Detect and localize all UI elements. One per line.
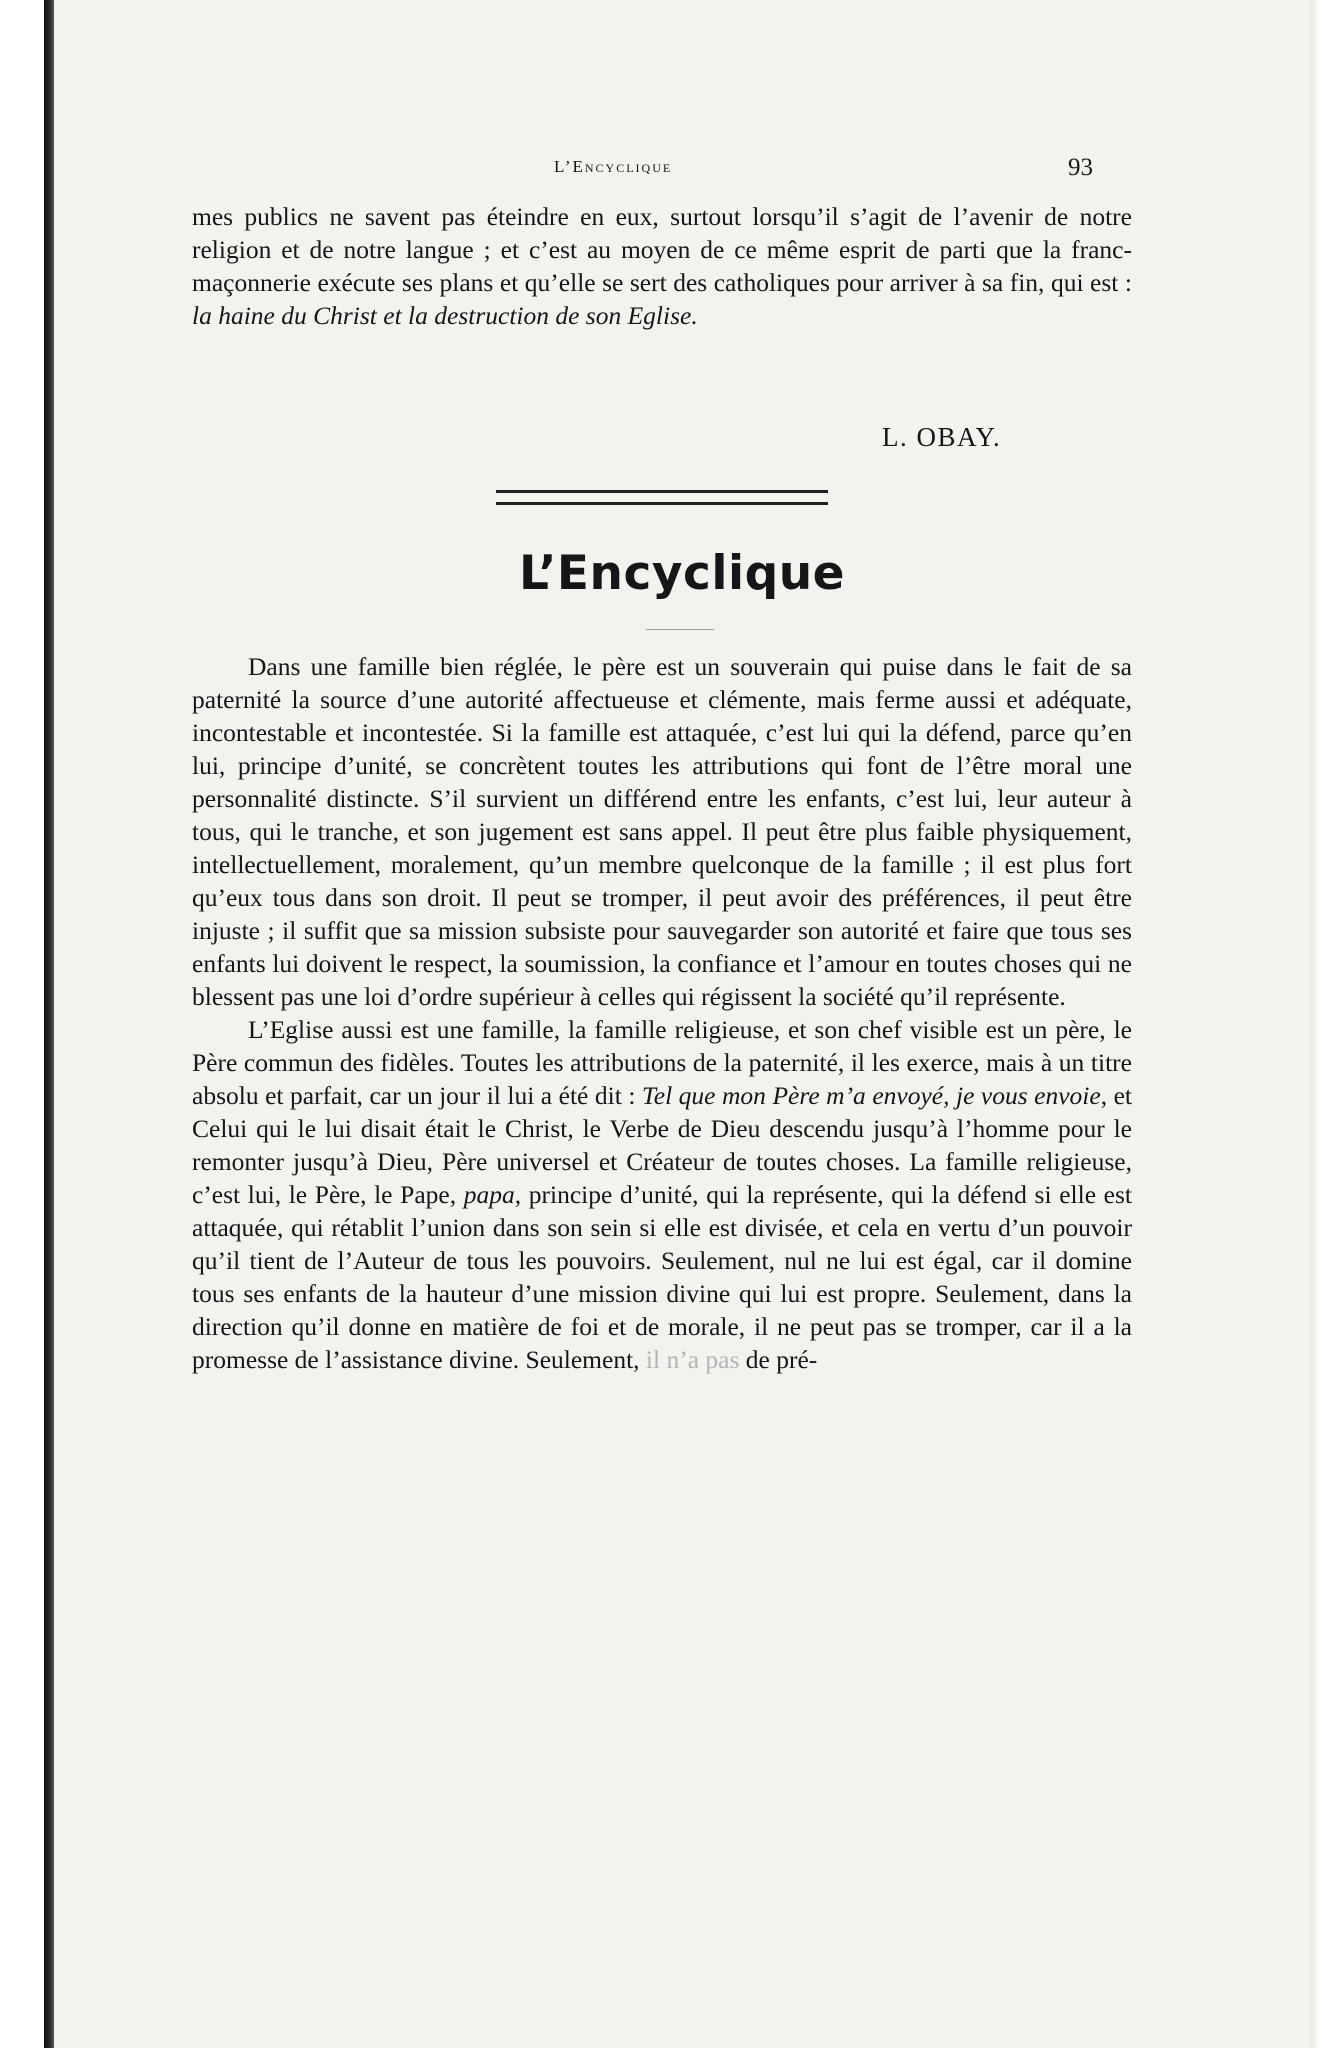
binding-margin <box>0 0 44 2048</box>
article-paragraph-2 <box>192 1013 1132 1376</box>
article-title: L’Encyclique <box>518 546 846 601</box>
intro-text <box>192 200 1132 332</box>
intro-text-italic: la haine du Christ et la destruction de son Eglise. <box>192 301 698 330</box>
section-divider-bottom <box>496 502 828 505</box>
title-underline <box>646 629 714 630</box>
intro-paragraph <box>192 200 1132 332</box>
author-signature: L. OBAY. <box>882 422 1002 452</box>
document-page <box>54 0 1310 2048</box>
paragraph-2-part-2: , et Celui qui le lui disait était le Christ, le Verbe de Dieu descendu jusqu’à l’homme pour le remonter jusqu’à Dieu, Père universel et Créateur de toutes choses. La famille religieuse, c’est lui, le Père, le Pape, <box>192 1081 1132 1209</box>
paragraph-2-faded-text: il n’a pas <box>645 1345 740 1374</box>
paragraph-2-part-3: , principe d’unité, qui la représente, qui la défend si elle est attaquée, qui rétablit l’union dans son sein si elle est divisée, et cela en vertu d’un pouvoir qu’il tient de l’Auteur de tous les pouvoirs. Seulement, nul ne lui est égal, car il domine tous ses enfants de la hauteur d’une mission divine qui lui est propre. Seulement, dans la direction qu’il donne en matière de foi et de morale, il ne peut pas se tromper, car il a la promesse de l’assistance divine. Seulement, <box>192 1180 1132 1374</box>
running-head <box>54 154 1310 181</box>
article-body <box>192 650 1132 1376</box>
page-right-edge <box>1310 0 1320 2048</box>
paragraph-2-quote: Tel que mon Père m’a envoyé, je vous envoie <box>641 1081 1101 1110</box>
page-number: 93 <box>1068 154 1093 181</box>
intro-text-roman: mes publics ne savent pas éteindre en eux, surtout lorsqu’il s’agit de l’avenir de notre religion et de notre langue ; et c’est au moyen de ce même esprit de parti que la franc-maçonnerie exécute ses plans et qu’elle se sert des catholiques pour arriver à sa fin, qui est : <box>192 202 1132 297</box>
paragraph-2-part-1: L’Eglise aussi est une famille, la famille religieuse, et son chef visible est un père, le Père commun des fidèles. Toutes les attributions de la paternité, il les exerce, mais à un titre absolu et parfait, car un jour il lui a été dit : <box>192 1015 1132 1110</box>
article-paragraph-1: Dans une famille bien réglée, le père est un souverain qui puise dans le fait de sa paternité la source d’une autorité affectueuse et clémente, mais ferme aussi et adéquate, incontestable et incontestée. Si la famille est attaquée, c’est lui qui la défend, parce qu’en lui, principe d’unité, se concrètent toutes les attributions qui font de l’être moral une personnalité distincte. S’il survient un différend entre les enfants, c’est lui, leur auteur à tous, qui le tranche, et son jugement est sans appel. Il peut être plus faible physiquement, intellectuellement, moralement, qu’un membre quelconque de la famille ; il est plus fort qu’eux tous dans son droit. Il peut se tromper, il peut avoir des préférences, il peut être injuste ; il suffit que sa mission subsiste pour sauvegarder son autorité et faire que tous ses enfants lui doivent le respect, la soumission, la confiance et l’amour en toutes choses qui ne blessent pas une loi d’ordre supérieur à celles qui régissent la société qu’il représente. <box>192 652 1132 1011</box>
paragraph-2-papa: papa <box>463 1180 515 1209</box>
running-title: L’Encyclique <box>554 157 673 176</box>
binding-shadow <box>44 0 54 2048</box>
paragraph-2-end: de pré- <box>739 1345 818 1374</box>
section-divider-top <box>496 490 828 493</box>
